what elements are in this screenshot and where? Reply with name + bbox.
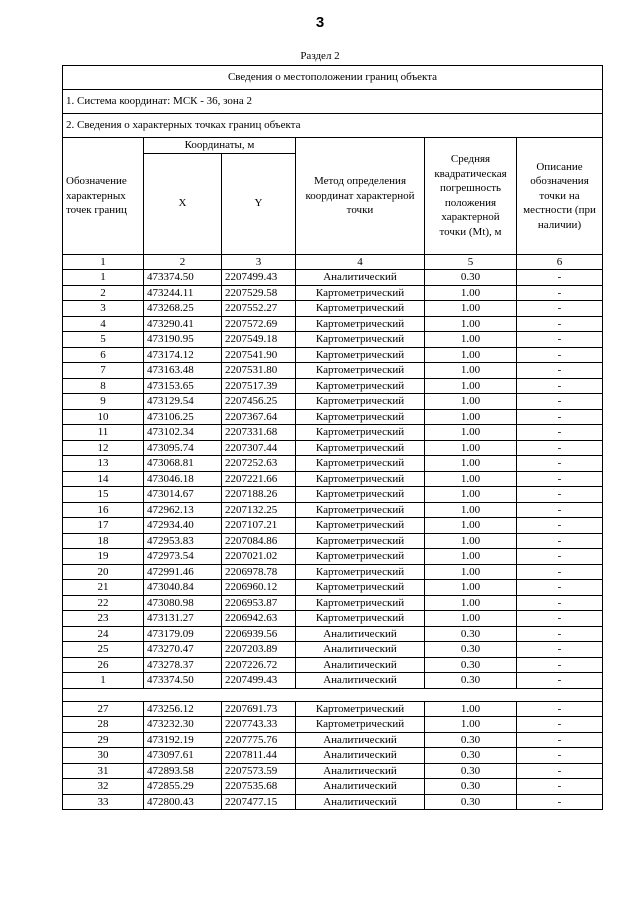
- point-number-cell: 10: [63, 409, 144, 425]
- description-cell: -: [517, 717, 603, 733]
- coord-y-cell: 2207226.72: [222, 657, 296, 673]
- description-cell: -: [517, 502, 603, 518]
- coord-y-cell: 2207811.44: [222, 748, 296, 764]
- description-cell: -: [517, 270, 603, 286]
- method-cell: Картометрический: [296, 363, 425, 379]
- header-y: Y: [222, 153, 296, 254]
- point-number-cell: 18: [63, 533, 144, 549]
- coord-y-cell: 2207531.80: [222, 363, 296, 379]
- method-cell: Картометрический: [296, 717, 425, 733]
- coord-x-cell: 473244.11: [144, 285, 222, 301]
- coord-x-cell: 472893.58: [144, 763, 222, 779]
- table-row-blank: [63, 688, 603, 701]
- description-cell: -: [517, 285, 603, 301]
- table-row: [63, 316, 603, 332]
- coord-x-cell: 473179.09: [144, 626, 222, 642]
- col-number: 6: [517, 254, 603, 270]
- error-cell: 1.00: [425, 533, 517, 549]
- header-coords: Координаты, м: [144, 138, 296, 154]
- coord-y-cell: 2207252.63: [222, 456, 296, 472]
- point-number-cell: 28: [63, 717, 144, 733]
- coord-x-cell: 473290.41: [144, 316, 222, 332]
- table-row: [63, 549, 603, 565]
- coord-x-cell: 473080.98: [144, 595, 222, 611]
- table-row: [63, 611, 603, 627]
- coord-x-cell: 473068.81: [144, 456, 222, 472]
- header-error: Средняя квадратическая погрешность положения характерной точки (Mt), м: [425, 138, 517, 255]
- description-cell: -: [517, 748, 603, 764]
- method-cell: Картометрический: [296, 332, 425, 348]
- coord-y-cell: 2207021.02: [222, 549, 296, 565]
- description-cell: -: [517, 580, 603, 596]
- point-number-cell: 15: [63, 487, 144, 503]
- description-cell: -: [517, 394, 603, 410]
- description-cell: -: [517, 347, 603, 363]
- point-number-cell: 30: [63, 748, 144, 764]
- coord-x-cell: 473163.48: [144, 363, 222, 379]
- method-cell: Картометрический: [296, 611, 425, 627]
- point-number-cell: 13: [63, 456, 144, 472]
- error-cell: 1.00: [425, 502, 517, 518]
- coord-x-cell: 472973.54: [144, 549, 222, 565]
- page-number: 3: [315, 14, 325, 31]
- col-number: 2: [144, 254, 222, 270]
- coord-y-cell: 2207529.58: [222, 285, 296, 301]
- coord-x-cell: 473095.74: [144, 440, 222, 456]
- coord-x-cell: 473374.50: [144, 270, 222, 286]
- coord-x-cell: 472855.29: [144, 779, 222, 795]
- point-number-cell: 25: [63, 642, 144, 658]
- coord-y-cell: 2207572.69: [222, 316, 296, 332]
- coord-x-cell: 472953.83: [144, 533, 222, 549]
- point-number-cell: 23: [63, 611, 144, 627]
- error-cell: 1.00: [425, 580, 517, 596]
- table-title-row: [63, 66, 603, 90]
- error-cell: 1.00: [425, 409, 517, 425]
- error-cell: 0.30: [425, 642, 517, 658]
- table-row: [63, 580, 603, 596]
- point-number-cell: 5: [63, 332, 144, 348]
- description-cell: -: [517, 378, 603, 394]
- coord-y-cell: 2207552.27: [222, 301, 296, 317]
- coord-y-cell: 2207743.33: [222, 717, 296, 733]
- table-row: [63, 595, 603, 611]
- point-number-cell: 8: [63, 378, 144, 394]
- error-cell: 0.30: [425, 732, 517, 748]
- description-cell: -: [517, 425, 603, 441]
- boundary-points-table: [62, 65, 603, 810]
- error-cell: 1.00: [425, 549, 517, 565]
- coord-y-cell: 2207331.68: [222, 425, 296, 441]
- coord-y-cell: 2207517.39: [222, 378, 296, 394]
- description-cell: -: [517, 595, 603, 611]
- table-row: [63, 732, 603, 748]
- coord-x-cell: 473174.12: [144, 347, 222, 363]
- method-cell: Аналитический: [296, 673, 425, 689]
- coord-system-row: [63, 90, 603, 114]
- description-cell: -: [517, 487, 603, 503]
- description-cell: -: [517, 316, 603, 332]
- method-cell: Картометрический: [296, 580, 425, 596]
- coord-x-cell: 473270.47: [144, 642, 222, 658]
- coord-y-cell: 2207691.73: [222, 701, 296, 717]
- table-row: [63, 657, 603, 673]
- table-row: [63, 487, 603, 503]
- col-number: 5: [425, 254, 517, 270]
- coord-y-cell: 2207541.90: [222, 347, 296, 363]
- coord-y-cell: 2207549.18: [222, 332, 296, 348]
- table-row: [63, 626, 603, 642]
- header-x: X: [144, 153, 222, 254]
- header-method: Метод определения координат характерной точки: [296, 138, 425, 255]
- table-row: [63, 301, 603, 317]
- coord-y-cell: 2207499.43: [222, 673, 296, 689]
- table-row: [63, 794, 603, 810]
- error-cell: 0.30: [425, 673, 517, 689]
- coord-y-cell: 2207499.43: [222, 270, 296, 286]
- error-cell: 1.00: [425, 347, 517, 363]
- description-cell: -: [517, 657, 603, 673]
- method-cell: Картометрический: [296, 595, 425, 611]
- table-row: [63, 332, 603, 348]
- point-number-cell: 7: [63, 363, 144, 379]
- coord-y-cell: 2206953.87: [222, 595, 296, 611]
- coord-x-cell: 472962.13: [144, 502, 222, 518]
- table-row: [63, 748, 603, 764]
- table-row: [63, 518, 603, 534]
- error-cell: 0.30: [425, 763, 517, 779]
- coord-y-cell: 2207535.68: [222, 779, 296, 795]
- method-cell: Картометрический: [296, 518, 425, 534]
- table-row: [63, 642, 603, 658]
- error-cell: 1.00: [425, 378, 517, 394]
- coord-x-cell: 473097.61: [144, 748, 222, 764]
- points-title-row: [63, 114, 603, 138]
- col-number: 4: [296, 254, 425, 270]
- method-cell: Аналитический: [296, 748, 425, 764]
- error-cell: 0.30: [425, 748, 517, 764]
- point-number-cell: 3: [63, 301, 144, 317]
- point-number-cell: 6: [63, 347, 144, 363]
- point-number-cell: 4: [63, 316, 144, 332]
- error-cell: 0.30: [425, 657, 517, 673]
- coord-y-cell: 2207456.25: [222, 394, 296, 410]
- description-cell: -: [517, 642, 603, 658]
- col-number: 1: [63, 254, 144, 270]
- method-cell: Картометрический: [296, 487, 425, 503]
- point-number-cell: 24: [63, 626, 144, 642]
- point-number-cell: 14: [63, 471, 144, 487]
- point-number-cell: 29: [63, 732, 144, 748]
- table-row: [63, 440, 603, 456]
- coord-x-cell: 473040.84: [144, 580, 222, 596]
- description-cell: -: [517, 779, 603, 795]
- table-row: [63, 409, 603, 425]
- point-number-cell: 22: [63, 595, 144, 611]
- description-cell: -: [517, 533, 603, 549]
- point-number-cell: 33: [63, 794, 144, 810]
- point-number-cell: 20: [63, 564, 144, 580]
- description-cell: -: [517, 301, 603, 317]
- error-cell: 1.00: [425, 425, 517, 441]
- error-cell: 1.00: [425, 518, 517, 534]
- table-row: [63, 456, 603, 472]
- description-cell: -: [517, 518, 603, 534]
- table-row: [63, 378, 603, 394]
- coord-y-cell: 2207203.89: [222, 642, 296, 658]
- method-cell: Аналитический: [296, 763, 425, 779]
- coord-x-cell: 473102.34: [144, 425, 222, 441]
- description-cell: -: [517, 673, 603, 689]
- description-cell: -: [517, 440, 603, 456]
- coord-x-cell: 473192.19: [144, 732, 222, 748]
- point-number-cell: 16: [63, 502, 144, 518]
- description-cell: -: [517, 564, 603, 580]
- point-number-cell: 2: [63, 285, 144, 301]
- error-cell: 1.00: [425, 595, 517, 611]
- point-number-cell: 1: [63, 673, 144, 689]
- error-cell: 1.00: [425, 440, 517, 456]
- table-title: Сведения о местоположении границ объекта: [63, 66, 603, 90]
- description-cell: -: [517, 732, 603, 748]
- method-cell: Картометрический: [296, 456, 425, 472]
- error-cell: 1.00: [425, 301, 517, 317]
- error-cell: 1.00: [425, 701, 517, 717]
- point-number-cell: 27: [63, 701, 144, 717]
- method-cell: Картометрический: [296, 533, 425, 549]
- coord-x-cell: 473232.30: [144, 717, 222, 733]
- error-cell: 1.00: [425, 564, 517, 580]
- description-cell: -: [517, 409, 603, 425]
- table-row: [63, 763, 603, 779]
- table-row: [63, 425, 603, 441]
- method-cell: Картометрический: [296, 394, 425, 410]
- method-cell: Картометрический: [296, 440, 425, 456]
- method-cell: Картометрический: [296, 285, 425, 301]
- coord-x-cell: 473153.65: [144, 378, 222, 394]
- error-cell: 1.00: [425, 611, 517, 627]
- coord-y-cell: 2207775.76: [222, 732, 296, 748]
- coord-x-cell: 473278.37: [144, 657, 222, 673]
- method-cell: Аналитический: [296, 779, 425, 795]
- coord-x-cell: 472934.40: [144, 518, 222, 534]
- point-number-cell: 19: [63, 549, 144, 565]
- header-desc: Описание обозначения точки на местности (при наличии): [517, 138, 603, 255]
- method-cell: Аналитический: [296, 794, 425, 810]
- coord-y-cell: 2207107.21: [222, 518, 296, 534]
- coord-y-cell: 2207367.64: [222, 409, 296, 425]
- method-cell: Картометрический: [296, 378, 425, 394]
- point-number-cell: 32: [63, 779, 144, 795]
- table-row: [63, 673, 603, 689]
- table-row: [63, 285, 603, 301]
- method-cell: Картометрический: [296, 316, 425, 332]
- table-row: [63, 564, 603, 580]
- point-number-cell: 11: [63, 425, 144, 441]
- coord-y-cell: 2207573.59: [222, 763, 296, 779]
- point-number-cell: 12: [63, 440, 144, 456]
- coord-y-cell: 2207307.44: [222, 440, 296, 456]
- point-number-cell: 1: [63, 270, 144, 286]
- column-numbers-row: [63, 254, 603, 270]
- error-cell: 1.00: [425, 394, 517, 410]
- coord-x-cell: 473268.25: [144, 301, 222, 317]
- error-cell: 1.00: [425, 316, 517, 332]
- description-cell: -: [517, 549, 603, 565]
- table-row: [63, 779, 603, 795]
- col-number: 3: [222, 254, 296, 270]
- coord-x-cell: 472800.43: [144, 794, 222, 810]
- error-cell: 1.00: [425, 717, 517, 733]
- description-cell: -: [517, 471, 603, 487]
- coord-y-cell: 2206939.56: [222, 626, 296, 642]
- method-cell: Картометрический: [296, 471, 425, 487]
- coord-y-cell: 2207132.25: [222, 502, 296, 518]
- description-cell: -: [517, 626, 603, 642]
- coord-x-cell: 473256.12: [144, 701, 222, 717]
- method-cell: Картометрический: [296, 502, 425, 518]
- table-row: [63, 394, 603, 410]
- point-number-cell: 26: [63, 657, 144, 673]
- coord-x-cell: 473106.25: [144, 409, 222, 425]
- header-row-1: [63, 138, 603, 154]
- description-cell: -: [517, 794, 603, 810]
- description-cell: -: [517, 363, 603, 379]
- table-row: [63, 270, 603, 286]
- description-cell: -: [517, 456, 603, 472]
- error-cell: 1.00: [425, 471, 517, 487]
- point-number-cell: 31: [63, 763, 144, 779]
- method-cell: Картометрический: [296, 425, 425, 441]
- error-cell: 1.00: [425, 285, 517, 301]
- points-title: 2. Сведения о характерных точках границ объекта: [63, 114, 603, 138]
- method-cell: Картометрический: [296, 347, 425, 363]
- table-row: [63, 717, 603, 733]
- error-cell: 1.00: [425, 332, 517, 348]
- error-cell: 1.00: [425, 363, 517, 379]
- coord-x-cell: 473190.95: [144, 332, 222, 348]
- description-cell: -: [517, 332, 603, 348]
- error-cell: 0.30: [425, 270, 517, 286]
- coord-x-cell: 473131.27: [144, 611, 222, 627]
- coord-system: 1. Система координат: МСК - 36, зона 2: [63, 90, 603, 114]
- coord-y-cell: 2206942.63: [222, 611, 296, 627]
- coord-x-cell: 473129.54: [144, 394, 222, 410]
- blank-cell: [63, 688, 603, 701]
- error-cell: 1.00: [425, 487, 517, 503]
- point-number-cell: 21: [63, 580, 144, 596]
- error-cell: 0.30: [425, 794, 517, 810]
- coord-y-cell: 2207221.66: [222, 471, 296, 487]
- description-cell: -: [517, 763, 603, 779]
- section-label: Раздел 2: [300, 50, 340, 62]
- error-cell: 0.30: [425, 626, 517, 642]
- point-number-cell: 9: [63, 394, 144, 410]
- table-row: [63, 533, 603, 549]
- table-row: [63, 347, 603, 363]
- table-row: [63, 502, 603, 518]
- coord-x-cell: 473374.50: [144, 673, 222, 689]
- table-row: [63, 363, 603, 379]
- method-cell: Аналитический: [296, 642, 425, 658]
- coord-y-cell: 2207477.15: [222, 794, 296, 810]
- table-row: [63, 471, 603, 487]
- coord-y-cell: 2206978.78: [222, 564, 296, 580]
- method-cell: Картометрический: [296, 549, 425, 565]
- error-cell: 1.00: [425, 456, 517, 472]
- method-cell: Аналитический: [296, 626, 425, 642]
- coord-x-cell: 472991.46: [144, 564, 222, 580]
- method-cell: Картометрический: [296, 301, 425, 317]
- table-row: [63, 701, 603, 717]
- coord-y-cell: 2206960.12: [222, 580, 296, 596]
- coord-y-cell: 2207188.26: [222, 487, 296, 503]
- header-point: Обозначение характерных точек границ: [63, 138, 144, 255]
- coord-x-cell: 473046.18: [144, 471, 222, 487]
- description-cell: -: [517, 701, 603, 717]
- method-cell: Аналитический: [296, 270, 425, 286]
- point-number-cell: 17: [63, 518, 144, 534]
- description-cell: -: [517, 611, 603, 627]
- error-cell: 0.30: [425, 779, 517, 795]
- method-cell: Картометрический: [296, 409, 425, 425]
- coord-y-cell: 2207084.86: [222, 533, 296, 549]
- method-cell: Аналитический: [296, 657, 425, 673]
- coord-x-cell: 473014.67: [144, 487, 222, 503]
- method-cell: Картометрический: [296, 701, 425, 717]
- method-cell: Аналитический: [296, 732, 425, 748]
- method-cell: Картометрический: [296, 564, 425, 580]
